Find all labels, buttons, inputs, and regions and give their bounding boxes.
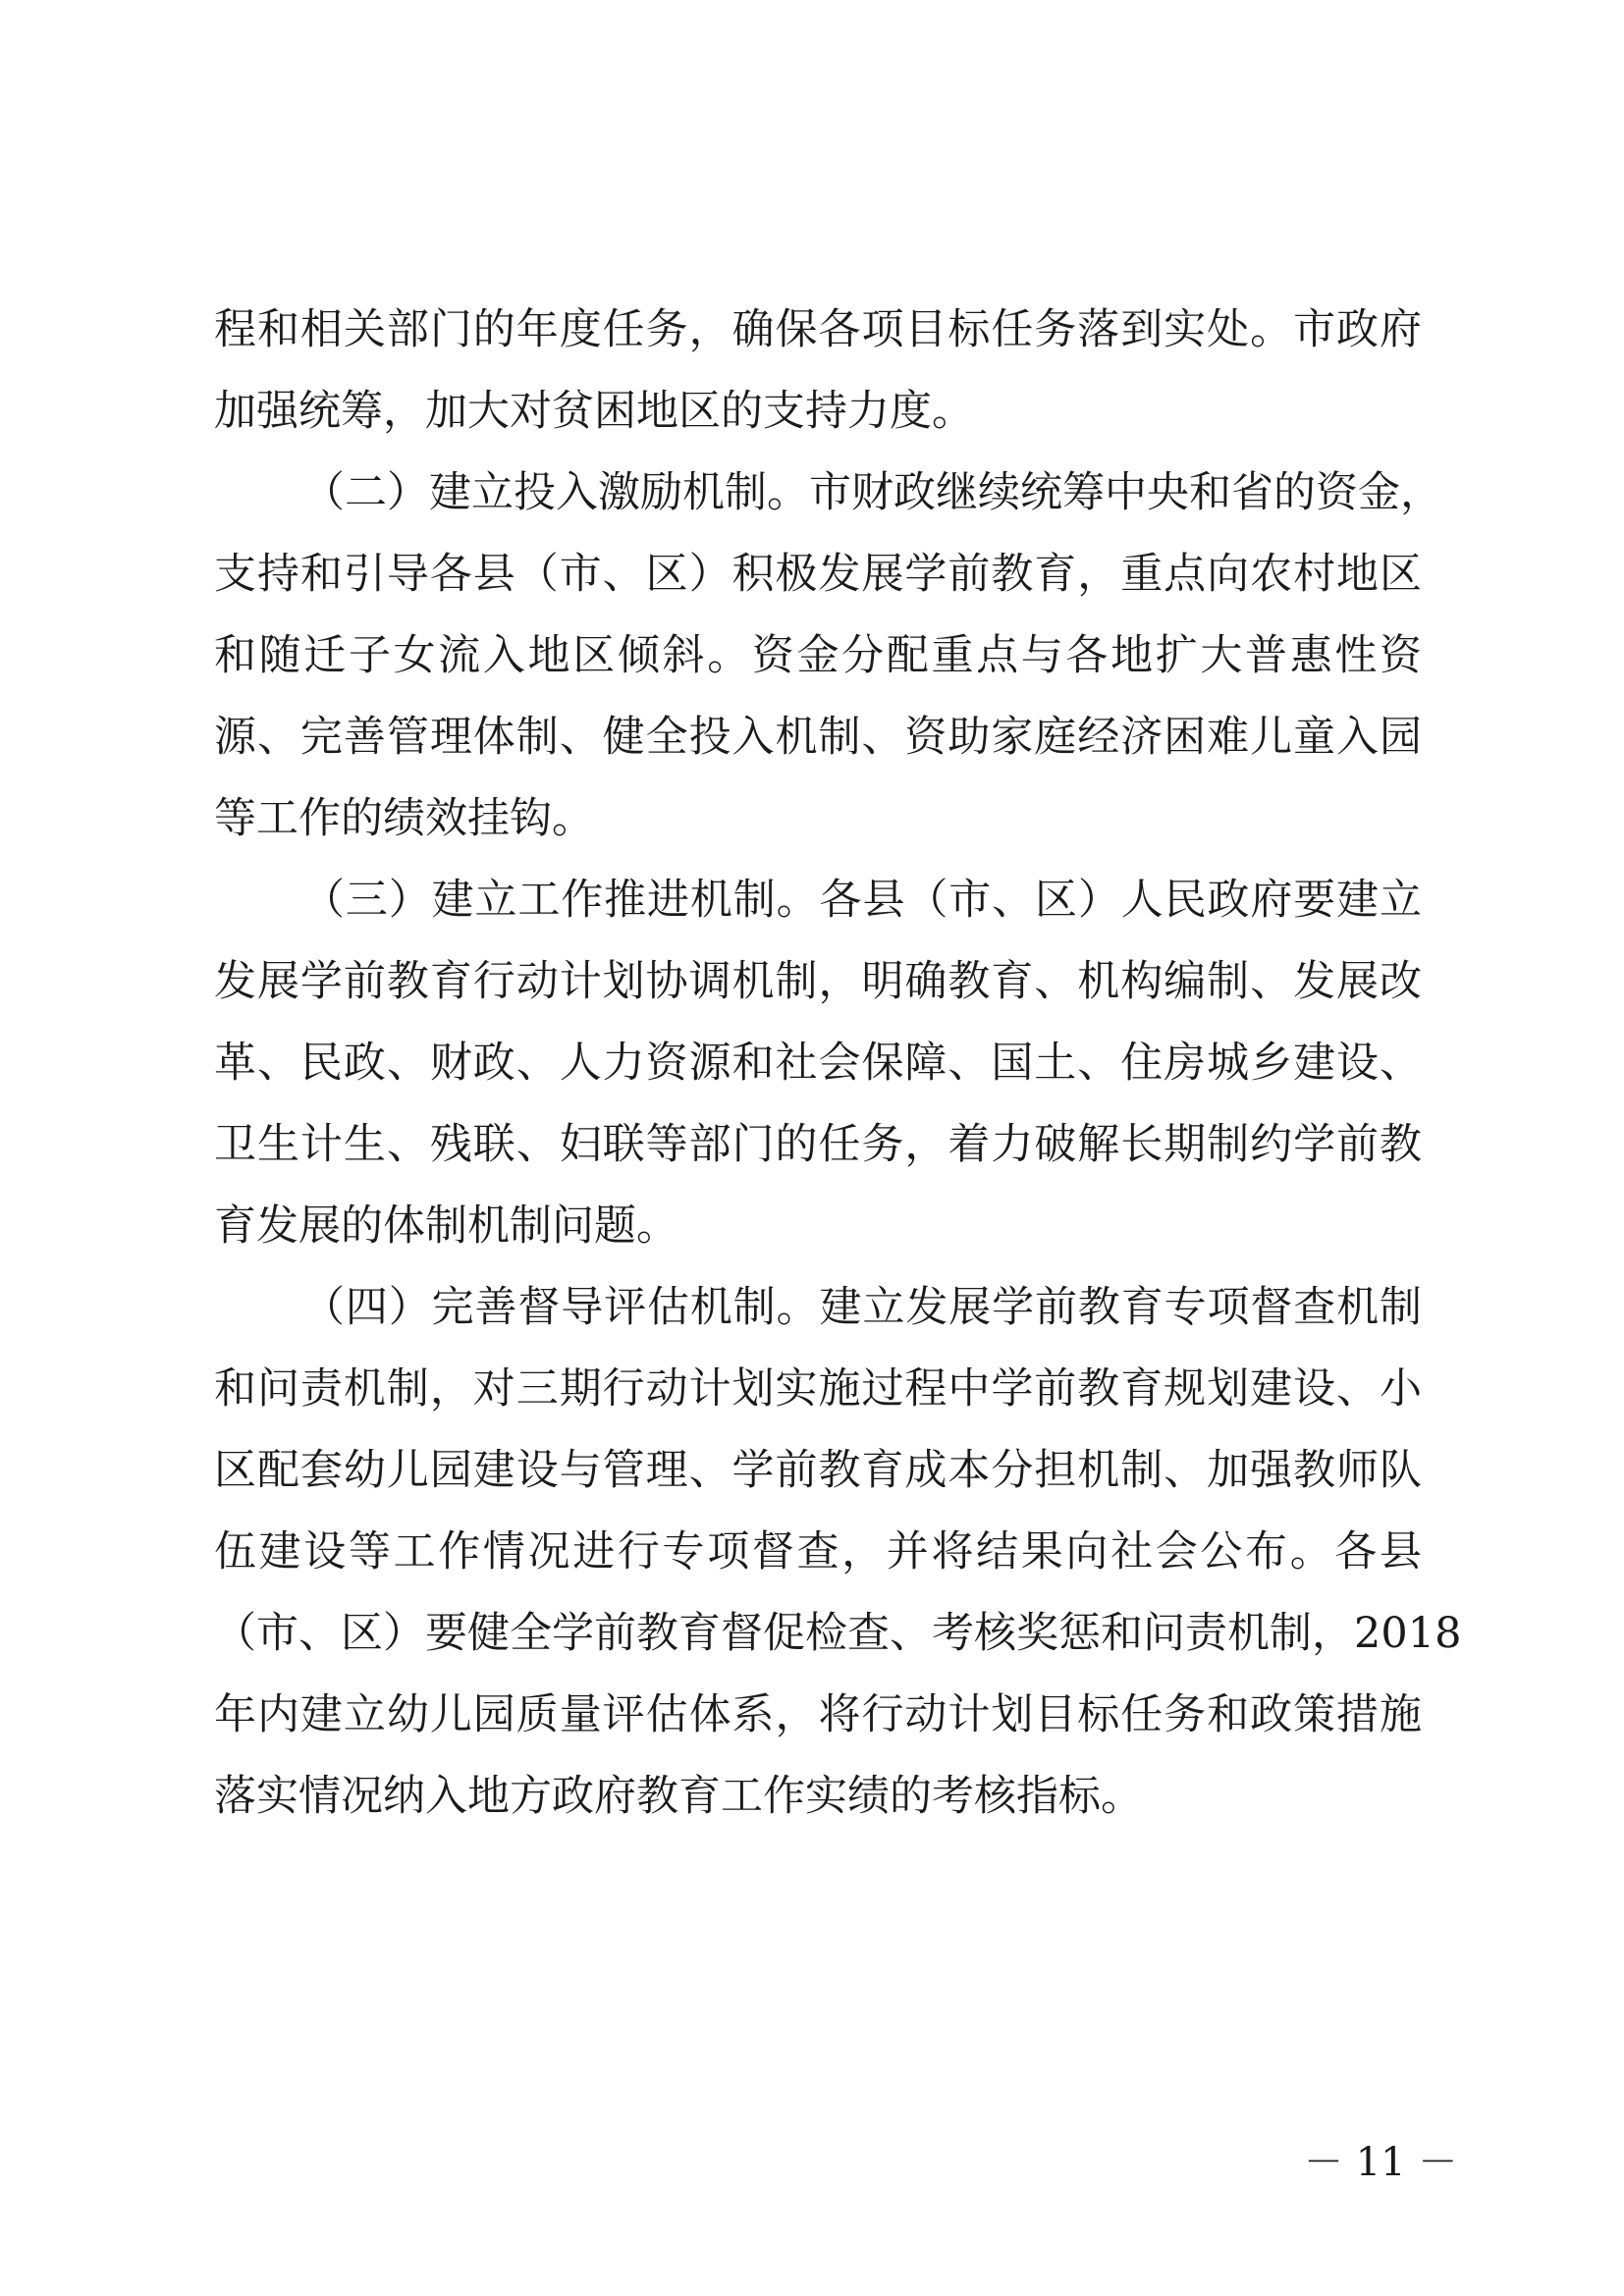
body-line: 加强统筹，加大对贫困地区的支持力度。 bbox=[214, 387, 974, 436]
body-line: 卫生计生、残联、妇联等部门的任务，着力破解长期制约学前教 bbox=[214, 1120, 1422, 1169]
section-heading-line: （二）建立投入激励机制。市财政继续统筹中央和省的资金， bbox=[302, 468, 1442, 517]
body-line: （市、区）要健全学前教育督促检查、考核奖惩和问责机制，2018 bbox=[214, 1609, 1462, 1658]
body-line: 和问责机制，对三期行动计划实施过程中学前教育规划建设、小 bbox=[214, 1364, 1422, 1414]
body-line: 程和相关部门的年度任务，确保各项目标任务落到实处。市政府 bbox=[214, 305, 1422, 354]
body-line: 育发展的体制机制问题。 bbox=[214, 1201, 678, 1251]
body-line: 落实情况纳入地方政府教育工作实绩的考核指标。 bbox=[214, 1772, 1143, 1821]
page-number: － 11 － bbox=[1304, 2140, 1458, 2185]
section-heading-line: （四）完善督导评估机制。建立发展学前教育专项督查机制 bbox=[302, 1283, 1422, 1332]
body-line: 源、完善管理体制、健全投入机制、资助家庭经济困难儿童入园 bbox=[214, 713, 1422, 762]
body-line: 和随迁子女流入地区倾斜。资金分配重点与各地扩大普惠性资 bbox=[214, 631, 1422, 680]
body-line: 发展学前教育行动计划协调机制，明确教育、机构编制、发展改 bbox=[214, 957, 1422, 1006]
body-line: 年内建立幼儿园质量评估体系，将行动计划目标任务和政策措施 bbox=[214, 1690, 1422, 1739]
body-line: 区配套幼儿园建设与管理、学前教育成本分担机制、加强教师队 bbox=[214, 1446, 1422, 1495]
body-line: 伍建设等工作情况进行专项督查，并将结果向社会公布。各县 bbox=[214, 1527, 1422, 1576]
body-line: 革、民政、财政、人力资源和社会保障、国土、住房城乡建设、 bbox=[214, 1039, 1422, 1088]
section-heading-line: （三）建立工作推进机制。各县（市、区）人民政府要建立 bbox=[302, 876, 1422, 925]
body-line: 等工作的绩效挂钩。 bbox=[214, 794, 594, 843]
body-line: 支持和引导各县（市、区）积极发展学前教育，重点向农村地区 bbox=[214, 550, 1422, 599]
